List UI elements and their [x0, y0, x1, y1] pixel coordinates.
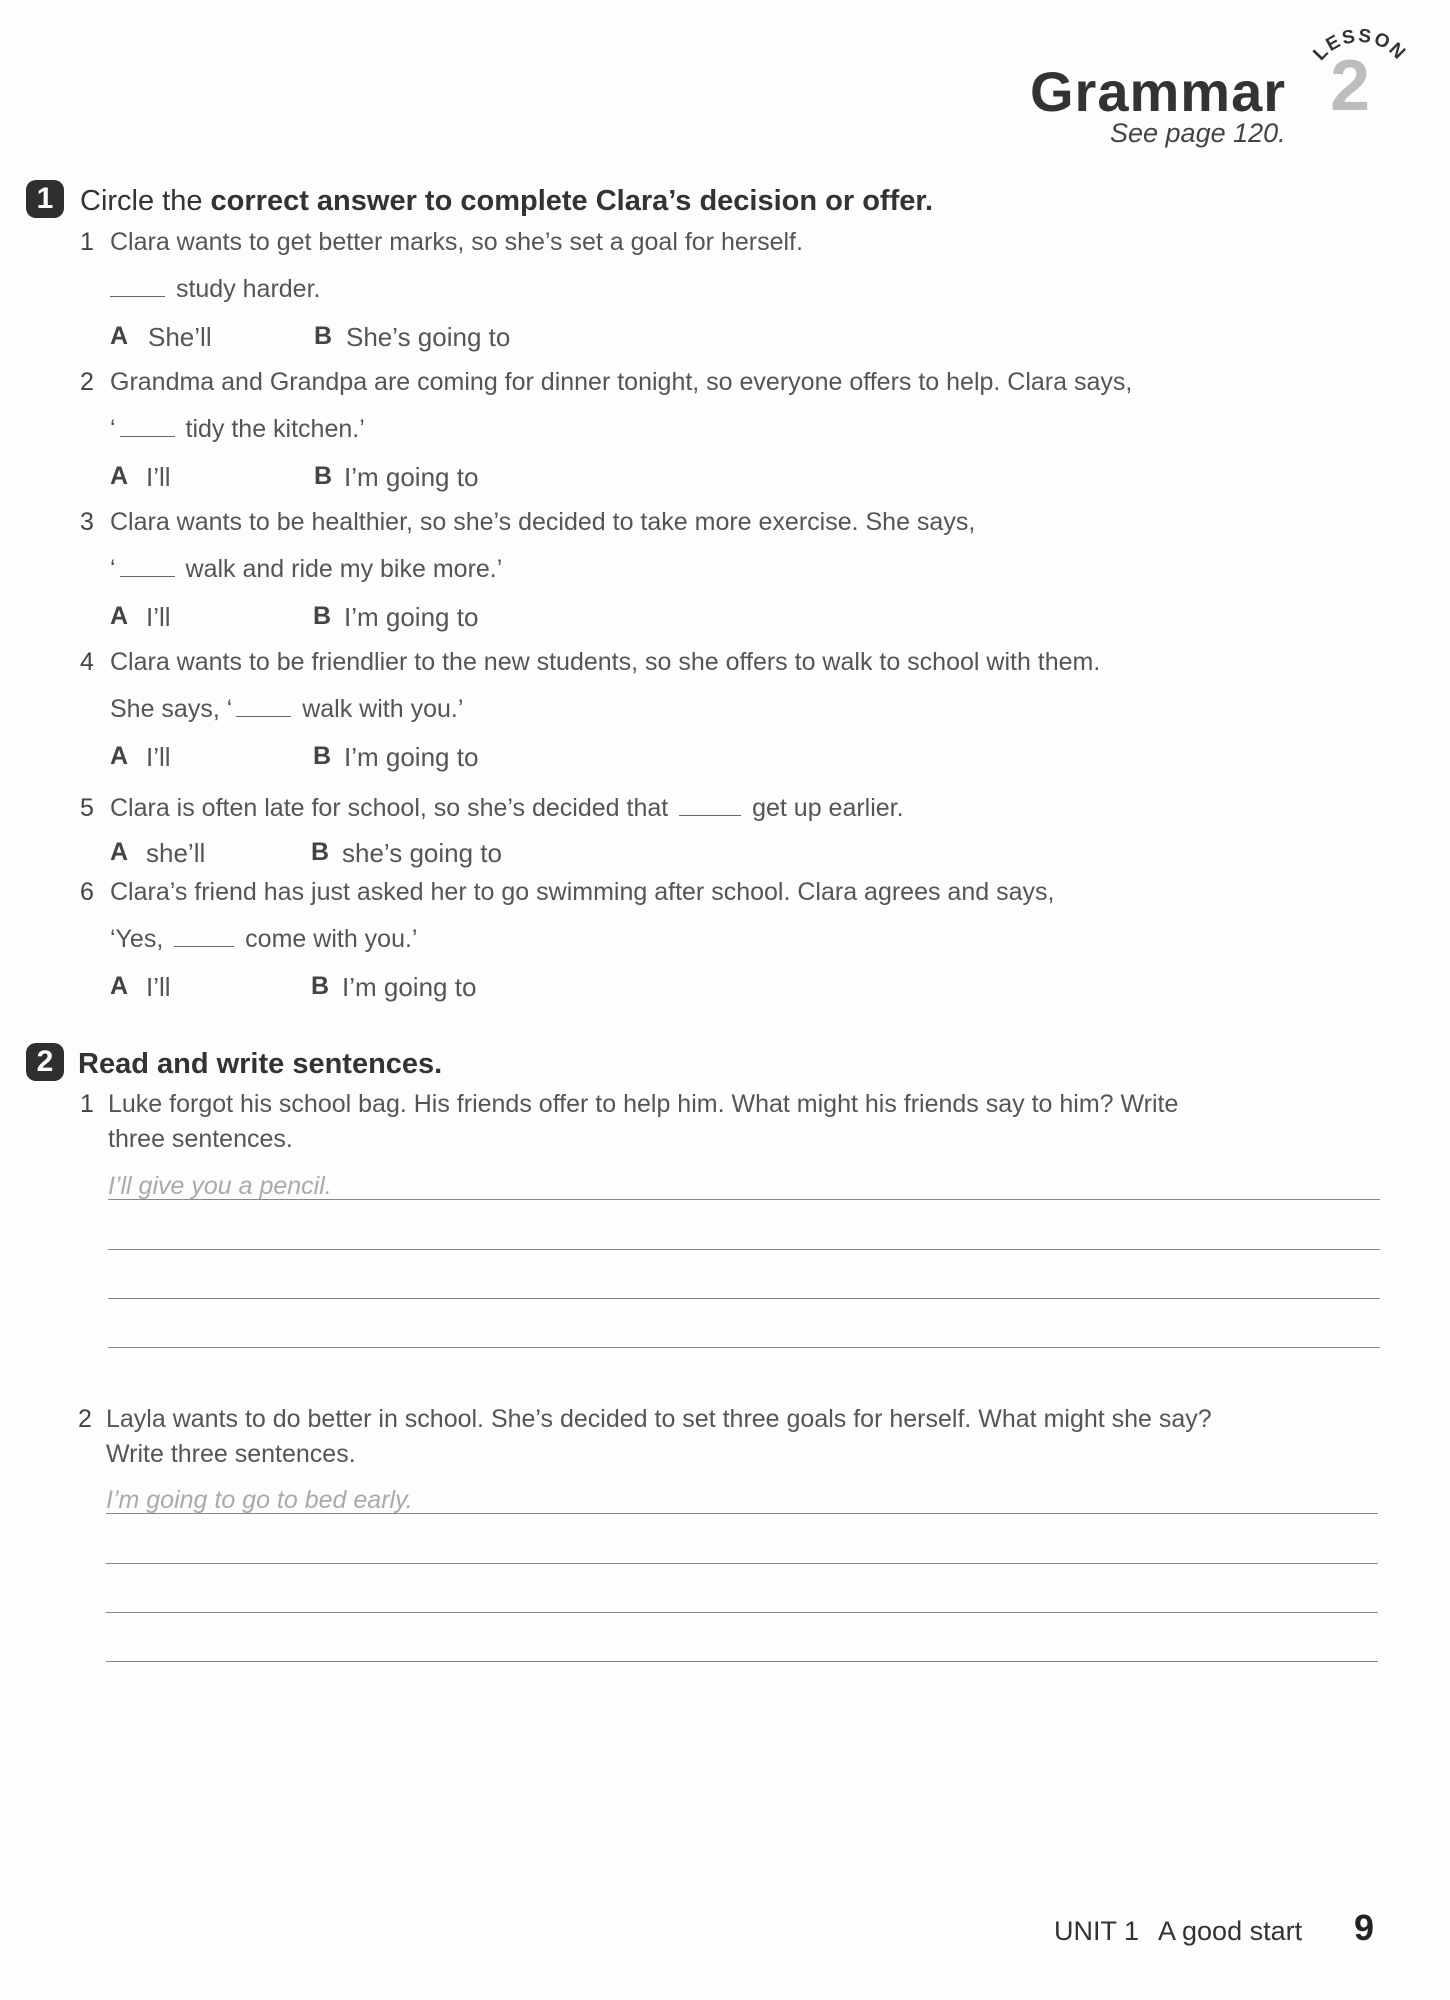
ex2-q2-example-answer: I’m going to go to bed early. [106, 1486, 413, 1514]
ex1-q3-number: 3 [80, 508, 94, 536]
answer-blank[interactable] [120, 575, 175, 577]
ex2-q2-answer-line[interactable] [106, 1661, 1378, 1662]
ex2-q2-answer-line[interactable] [106, 1612, 1378, 1613]
ex1-q4-number: 4 [80, 648, 94, 676]
exercise-2-title: Read and write sentences. [78, 1048, 443, 1080]
ex1-q4-text: Clara wants to be friendlier to the new students, so she offers to walk to school with them. [110, 648, 1101, 676]
ex1-q5-text-post: get up earlier. [745, 794, 904, 822]
ex1-q3-sentence [110, 557, 502, 582]
ex1-q5-option-b-letter: B [311, 838, 330, 866]
ex1-q2-option-b-letter: B [314, 462, 333, 490]
ex1-q5-text-pre: Clara is often late for school, so she’s decided that [110, 794, 676, 822]
ex2-q1-example-answer: I’ll give you a pencil. [108, 1172, 332, 1200]
ex1-q3-option-b-letter: B [313, 602, 332, 630]
ex1-q1-option-a-letter: A [110, 322, 129, 350]
ex1-q2-text: Grandma and Grandpa are coming for dinner tonight, so everyone offers to help. Clara says, [110, 368, 1133, 396]
ex1-q4-option-a[interactable]: I’ll [146, 742, 171, 772]
ex1-q3-option-b[interactable]: I’m going to [344, 602, 479, 632]
lesson-number: 2 [1330, 46, 1371, 126]
ex1-q4-sentence [110, 697, 463, 722]
ex1-q3-sentence-post: walk and ride my bike more.’ [178, 555, 503, 583]
ex1-q5-text [110, 796, 904, 821]
ex1-q6-option-a-letter: A [110, 972, 129, 1000]
ex1-q6-option-b-letter: B [311, 972, 330, 1000]
ex1-q6-option-b[interactable]: I’m going to [342, 972, 477, 1002]
ex1-q5-option-a[interactable]: she’ll [146, 838, 206, 868]
ex2-q1-answer-line[interactable] [108, 1249, 1380, 1250]
ex1-q2-sentence-pre: ‘ [110, 415, 116, 443]
ex1-q3-option-a[interactable]: I’ll [146, 602, 171, 632]
ex1-q2-option-a[interactable]: I’ll [146, 462, 171, 492]
ex1-q6-text: Clara’s friend has just asked her to go swimming after school. Clara agrees and says, [110, 878, 1055, 906]
ex1-q2-sentence-post: tidy the kitchen.’ [178, 415, 365, 443]
ex2-q2-text-line2: Write three sentences. [106, 1440, 356, 1468]
ex1-q1-number: 1 [80, 228, 94, 256]
exercise-1-number-badge: 1 [26, 180, 64, 218]
ex2-q2-answer-line[interactable] [106, 1513, 1378, 1514]
ex1-q1-option-a[interactable]: She’ll [148, 322, 212, 352]
ex1-q6-sentence-post: come with you.’ [238, 925, 418, 953]
ex2-q1-answer-line[interactable] [108, 1298, 1380, 1299]
answer-blank[interactable] [120, 435, 175, 437]
ex2-q1-answer-line[interactable] [108, 1199, 1380, 1200]
page-number: 9 [1354, 1907, 1375, 1948]
ex1-q2-sentence [110, 417, 365, 442]
ex1-q1-text: Clara wants to get better marks, so she’s set a goal for herself. [110, 228, 803, 256]
exercise-2-number-badge: 2 [26, 1043, 64, 1081]
ex1-q4-option-a-letter: A [110, 742, 129, 770]
ex1-q3-option-a-letter: A [110, 602, 129, 630]
ex1-q1-sentence [110, 277, 320, 302]
footer-unit-label: UNIT 1 [1054, 1916, 1140, 1946]
ex1-q4-option-b[interactable]: I’m going to [344, 742, 479, 772]
footer-unit-title: A good start [1158, 1916, 1303, 1946]
ex1-q6-option-a[interactable]: I’ll [146, 972, 171, 1002]
page-title: Grammar [1030, 60, 1287, 123]
ex1-q5-option-a-letter: A [110, 838, 129, 866]
page-reference: See page 120. [1110, 118, 1286, 148]
ex1-q3-text: Clara wants to be healthier, so she’s decided to take more exercise. She says, [110, 508, 976, 536]
ex1-q6-number: 6 [80, 878, 94, 906]
ex1-q2-option-b[interactable]: I’m going to [344, 462, 479, 492]
ex2-q1-number: 1 [80, 1090, 94, 1118]
ex2-q2-answer-line[interactable] [106, 1563, 1378, 1564]
answer-blank[interactable] [679, 814, 741, 816]
ex1-q1-sentence-post: study harder. [169, 275, 321, 303]
ex1-q4-sentence-post: walk with you.’ [295, 695, 464, 723]
ex2-q2-text-line1: Layla wants to do better in school. She’s decided to set three goals for herself. What might she say? [106, 1405, 1212, 1433]
ex1-q3-sentence-pre: ‘ [110, 555, 116, 583]
ex2-q2-number: 2 [78, 1405, 92, 1433]
exercise-1-title-plain: Circle the [80, 185, 211, 217]
ex1-q6-sentence [110, 927, 417, 952]
ex1-q5-number: 5 [80, 794, 94, 822]
answer-blank[interactable] [174, 945, 234, 947]
ex2-q1-text-line2: three sentences. [108, 1125, 293, 1153]
ex1-q2-number: 2 [80, 368, 94, 396]
exercise-1-title [80, 187, 933, 216]
ex1-q4-option-b-letter: B [313, 742, 332, 770]
ex1-q6-sentence-pre: ‘Yes, [110, 925, 171, 953]
ex1-q2-option-a-letter: A [110, 462, 129, 490]
ex1-q1-option-b[interactable]: She’s going to [346, 322, 511, 352]
ex1-q5-option-b[interactable]: she’s going to [342, 838, 502, 868]
answer-blank[interactable] [236, 715, 291, 717]
lesson-label: LESSON [1309, 28, 1411, 65]
ex2-q1-answer-line[interactable] [108, 1347, 1380, 1348]
ex1-q4-sentence-pre: She says, ‘ [110, 695, 233, 723]
ex2-q1-text-line1: Luke forgot his school bag. His friends offer to help him. What might his friends say to him? Write [108, 1090, 1179, 1118]
exercise-1-title-bold: correct answer to complete Clara’s decision or offer. [210, 185, 934, 217]
answer-blank[interactable] [110, 295, 165, 297]
ex1-q1-option-b-letter: B [314, 322, 333, 350]
